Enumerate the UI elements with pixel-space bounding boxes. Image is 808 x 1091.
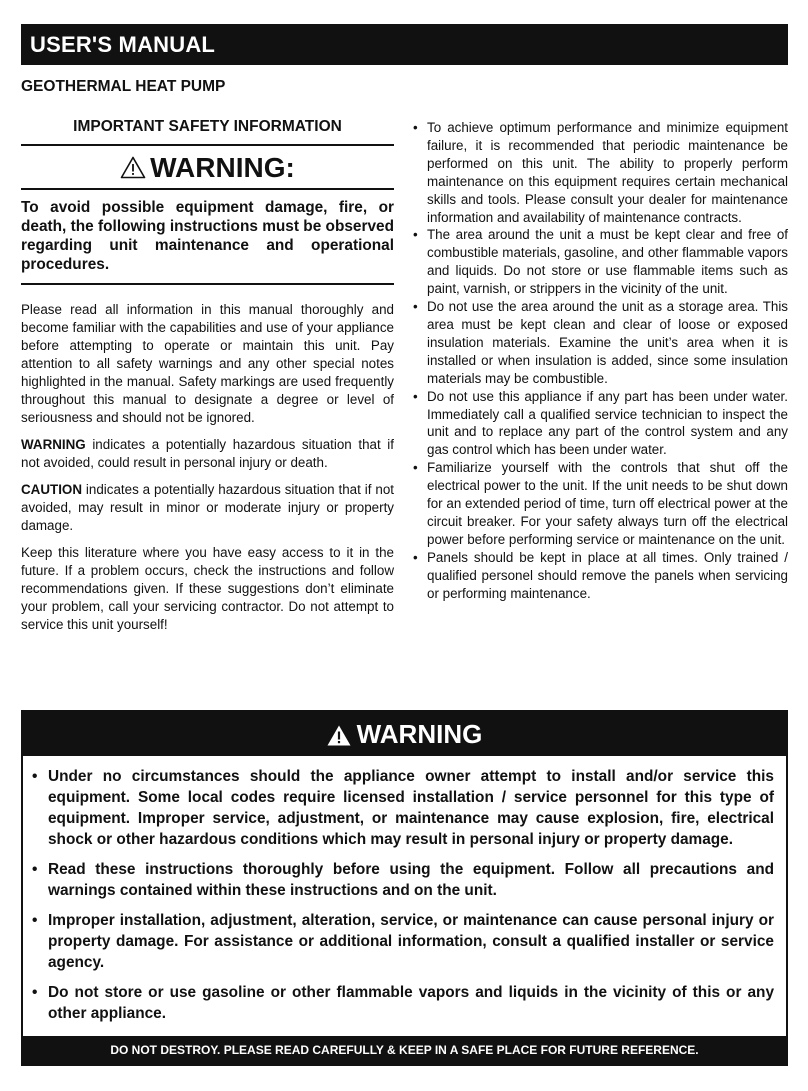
manual-title: USER'S MANUAL — [30, 32, 216, 57]
list-item — [32, 766, 774, 850]
list-item-text: Do not use this appliance if any part has been under water. Immediately call a qualified service technician to inspect the unit and to replace any part of the control system and any gas control which has been under water. — [427, 388, 788, 458]
warning-box-title: WARNING — [356, 719, 483, 749]
caution-definition-text: indicates a potentially hazardous situation that if not avoided, may result in minor or moderate injury or property damage. — [21, 482, 394, 533]
warning-heading-text: WARNING: — [150, 152, 295, 183]
list-item-text: The area around the unit a must be kept clear and free of combustible materials, gasoline, and other flammable vapors and liquids. Do not store or use flammable items such as paint, varnish, or strippers in the vicinity of the unit. — [427, 227, 788, 297]
manual-title-bar — [21, 24, 788, 65]
bullet-glyph: • — [32, 768, 38, 785]
warning-box-heading — [23, 712, 786, 756]
product-subtitle: GEOTHERMAL HEAT PUMP — [21, 78, 226, 95]
bullet-glyph: • — [413, 388, 418, 404]
list-item — [32, 859, 774, 901]
warning-definition — [21, 436, 394, 472]
list-item — [412, 298, 788, 388]
list-item — [412, 459, 788, 549]
list-item-text: Read these instructions thoroughly before using the equipment. Follow all precautions and warnings contained within these instructions and on the unit. — [48, 861, 774, 899]
bullet-glyph: • — [413, 227, 418, 243]
bullet-glyph: • — [32, 984, 38, 1001]
bullet-glyph: • — [32, 912, 38, 929]
bullet-glyph: • — [413, 120, 418, 135]
warning-heading — [21, 152, 394, 190]
bullet-glyph: • — [413, 549, 418, 565]
list-item — [412, 119, 788, 226]
warning-definition-text: indicates a potentially hazardous situation that if not avoided, could result in personal injury or death. — [21, 437, 394, 470]
list-item — [32, 910, 774, 973]
list-item-text: Under no circumstances should the appliance owner attempt to install and/or service this equipment. Some local codes require licensed installation / service personnel for this type of equipment. Improper service, adjustment, or maintenance may cause explosion, fire, electrical shock or other hazardous conditions which may result in personal injury or property damage. — [48, 768, 774, 848]
bullet-glyph: • — [32, 861, 38, 878]
bullet-glyph: • — [413, 460, 418, 476]
keep-literature-paragraph: Keep this literature where you have easy access to it in the future. If a problem occurs, check the instructions and follow recommendations given. If these suggestions don’t eliminate your problem, call your servicing contractor. Do not attempt to service this unit yourself! — [21, 545, 394, 632]
list-item — [412, 388, 788, 460]
caution-term: CAUTION — [21, 482, 82, 497]
warning-box-bullets — [23, 756, 786, 1024]
right-column — [412, 119, 788, 602]
warning-triangle-outline-icon — [120, 156, 146, 179]
list-item — [412, 549, 788, 603]
list-item — [32, 982, 774, 1024]
list-item-text: Do not store or use gasoline or other flammable vapors and liquids in the vicinity of this or any other appliance. — [48, 984, 774, 1022]
maintenance-bullets — [412, 119, 788, 602]
caution-definition — [21, 481, 394, 535]
warning-box-footer: DO NOT DESTROY. PLEASE READ CAREFULLY & KEEP IN A SAFE PLACE FOR FUTURE REFERENCE. — [23, 1036, 786, 1064]
warning-box — [21, 710, 788, 1066]
left-column — [21, 118, 394, 634]
intro-paragraph: Please read all information in this manual thoroughly and become familiar with the capabilities and use of your appliance before attempting to operate or maintain this unit. Pay attention to all safety warnings and any other special notes highlighted in the manual. Safety markings are used frequently throughout this manual to designate a degree or level of seriousness and should not be ignored. — [21, 302, 394, 425]
list-item-text: Do not use the area around the unit as a storage area. This area must be kept clean and clear of loose or exposed insulation materials. Examine the unit’s area when it is installed or when insulation is added, since some insulation materials may be combustible. — [427, 299, 788, 386]
bullet-glyph: • — [413, 299, 418, 315]
list-item-text: To achieve optimum performance and minimize equipment failure, it is recommended that periodic maintenance be performed on this unit. The ability to properly perform maintenance on this equipment requires certain mechanical skills and tools. Please consult your dealer for maintenance information and availability of maintenance contracts. — [427, 120, 788, 225]
warning-triangle-icon — [327, 725, 351, 746]
list-item-text: Improper installation, adjustment, alteration, service, or maintenance can cause personal injury or property damage. For assistance or additional information, consult a qualified installer or service agency. — [48, 912, 774, 971]
warning-intro: To avoid possible equipment damage, fire, or death, the following instructions must be observed regarding unit maintenance and operational procedures. — [21, 190, 394, 285]
warning-term: WARNING — [21, 437, 86, 452]
list-item — [412, 226, 788, 298]
section-title: IMPORTANT SAFETY INFORMATION — [21, 118, 394, 146]
list-item-text: Familiarize yourself with the controls that shut off the electrical power to the unit. If the unit needs to be shut down for an extended period of time, turn off electrical power at the circuit breaker. For your safety always turn off the electrical power before performing service or maintenance on the unit. — [427, 460, 788, 547]
list-item-text: Panels should be kept in place at all times. Only trained / qualified personel should remove the panels when servicing or performing maintenance. — [427, 549, 788, 601]
